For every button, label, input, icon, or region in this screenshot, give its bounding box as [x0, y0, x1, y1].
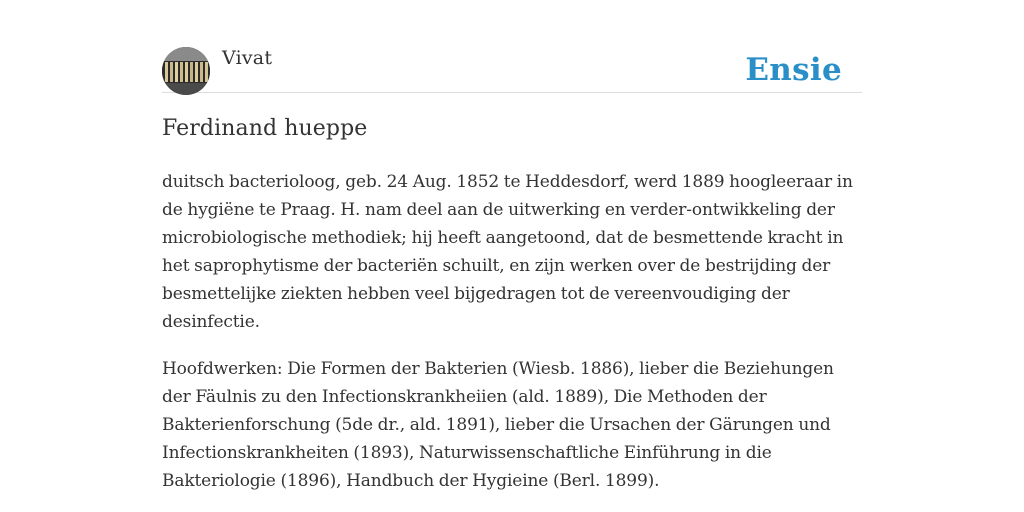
avatar[interactable] — [162, 47, 210, 95]
site-logo[interactable]: Ensie — [745, 52, 842, 88]
page-title: Ferdinand hueppe — [162, 116, 368, 141]
book-spines-avatar-icon — [162, 47, 210, 95]
header — [162, 46, 862, 93]
article-paragraph: duitsch bacterioloog, geb. 24 Aug. 1852 te Heddesdorf, werd 1889 hoogleeraar in de hygiëne te Praag. H. nam deel aan de uitwerking en verder-ontwikkeling der microbiologische methodiek; hij heeft aangetoond, dat de besmettende kracht in het saprophytisme der bacteriën schuilt, en zijn werken over de bestrijding der besmettelijke ziekten hebben veel bijgedragen tot de vereenvoudiging der desinfectie. — [162, 172, 853, 332]
article-body — [162, 168, 862, 512]
article-paragraph: Hoofdwerken: Die Formen der Bakterien (Wiesb. 1886), lieber die Beziehungen der Fäulnis zu den Infectionskrankheiien (ald. 1889), Die Methoden der Bakterienforschung (5de dr., ald. 1891), lieber die Ursachen der Gärungen und Infectionskrankheiten (1893), Naturwissenschaftliche Einführung in die Bakteriologie (1896), Handbuch der Hygieine (Berl. 1899). — [162, 359, 834, 491]
author-name[interactable]: Vivat — [222, 47, 273, 69]
